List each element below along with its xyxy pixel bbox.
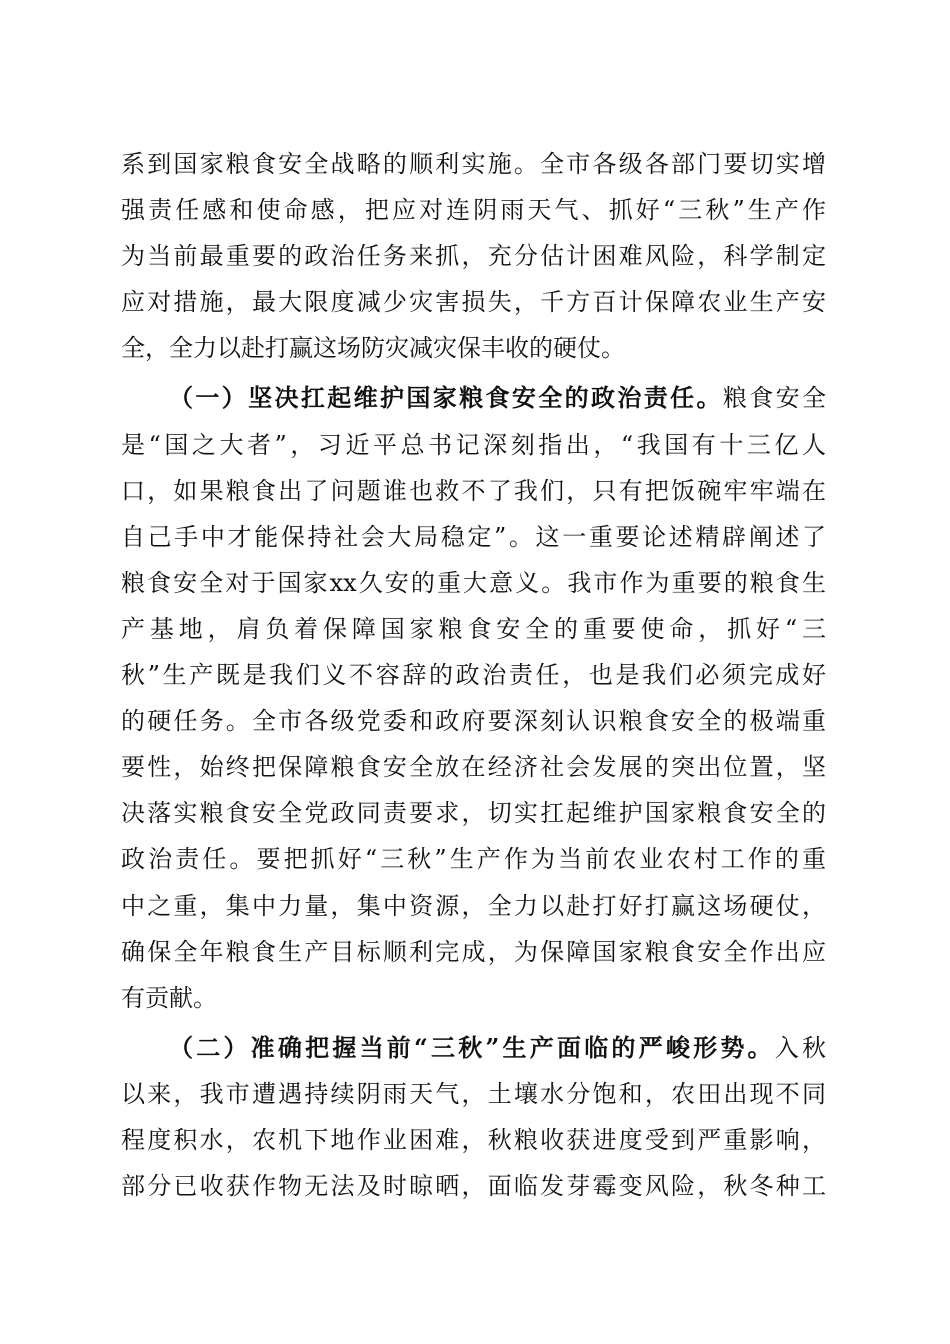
paragraph-intro [121, 141, 826, 371]
text-line: 决落实粮食安全党政同责要求，切实扛起维护国家粮食安全的 [121, 799, 826, 828]
text-line: 的硬任务。全市各级党委和政府要深刻认识粮食安全的极端重 [121, 707, 826, 736]
text-line: 自己手中才能保持社会大局稳定”。这一重要论述精辟阐述了 [121, 522, 826, 551]
text-line: 强责任感和使命感，把应对连阴雨天气、抓好“三秋”生产作 [121, 196, 826, 225]
text-line: 秋”生产既是我们义不容辞的政治责任，也是我们必须完成好 [121, 661, 826, 690]
text-line: 产基地，肩负着保障国家粮食安全的重要使命，抓好“三 [121, 614, 826, 643]
text-line: 全，全力以赴打赢这场防灾减灾保丰收的硬仗。 [121, 334, 625, 363]
paragraph-section-1 [121, 375, 826, 1020]
text-line: 部分已收获作物无法及时晾晒，面临发芽霉变风险，秋冬种工 [121, 1172, 826, 1201]
section-heading: （一）坚决扛起维护国家粮食安全的政治责任。 [169, 383, 723, 413]
text-line: 政治责任。要把抓好“三秋”生产作为当前农业农村工作的重 [121, 845, 826, 874]
text-line: 中之重，集中力量，集中资源，全力以赴打好打赢这场硬仗， [121, 891, 826, 920]
section-heading-line [121, 375, 826, 421]
text-line: 为当前最重要的政治任务来抓，充分估计困难风险，科学制定 [121, 242, 826, 271]
text-run: 粮食安全 [722, 384, 826, 413]
text-line: 粮食安全对于国家xx久安的重大意义。我市作为重要的粮食生 [121, 568, 826, 597]
section-heading: （二）准确把握当前“三秋”生产面临的严峻形势。 [169, 1032, 775, 1062]
section-heading-line [121, 1025, 826, 1071]
text-line: 口，如果粮食出了问题谁也救不了我们，只有把饭碗牢牢端在 [121, 476, 826, 505]
text-line: 是“国之大者”，习近平总书记深刻指出，“我国有十三亿人 [121, 430, 826, 459]
text-line: 系到国家粮食安全战略的顺利实施。全市各级各部门要切实增 [121, 150, 826, 178]
text-line: 程度积水，农机下地作业困难，秋粮收获进度受到严重影响， [121, 1125, 826, 1154]
text-line: 确保全年粮食生产目标顺利完成，为保障国家粮食安全作出应 [121, 937, 826, 966]
text-line: 要性，始终把保障粮食安全放在经济社会发展的突出位置，坚 [121, 753, 826, 782]
text-line: 以来，我市遭遇持续阴雨天气，土壤水分饱和，农田出现不同 [121, 1079, 826, 1108]
paragraph-section-2 [121, 1025, 826, 1209]
document-body [121, 141, 826, 1209]
text-line: 应对措施，最大限度减少灾害损失，千方百计保障农业生产安 [121, 288, 826, 317]
text-run: 入秋 [774, 1033, 827, 1062]
text-line: 有贡献。 [121, 983, 217, 1012]
